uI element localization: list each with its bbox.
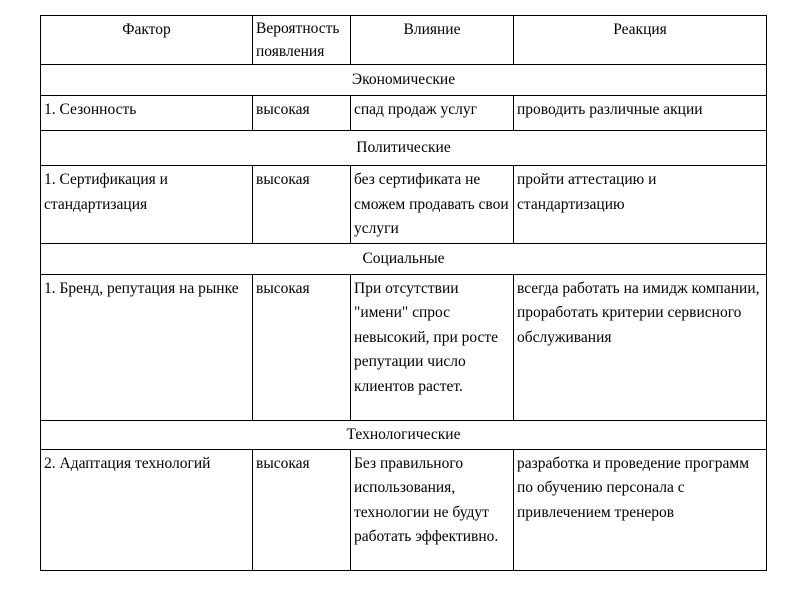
table-row	[41, 274, 767, 420]
cell-factor: 2. Адаптация технологий	[41, 449, 253, 570]
cell-impact: спад продаж услуг	[351, 96, 514, 131]
cell-response: пройти аттестацию и стандартизацию	[514, 166, 767, 244]
section-title: Экономические	[41, 65, 767, 96]
cell-impact: Без правильного использования, технологии не будут работать эффективно.	[351, 449, 514, 570]
section-title: Технологические	[41, 420, 767, 449]
header-impact: Влияние	[351, 16, 514, 65]
cell-impact: без сертификата не сможем продавать свои услуги	[351, 166, 514, 244]
table-row	[41, 449, 767, 570]
table-header-row	[41, 16, 767, 65]
cell-probability: высокая	[253, 449, 351, 570]
section-row-political	[41, 131, 767, 166]
section-row-social	[41, 243, 767, 274]
section-row-technological	[41, 420, 767, 449]
cell-response: проводить различные акции	[514, 96, 767, 131]
section-row-economic	[41, 65, 767, 96]
section-title: Социальные	[41, 243, 767, 274]
table-row	[41, 96, 767, 131]
cell-impact: При отсутствии "имени" спрос невысокий, при росте репутации число клиентов растет.	[351, 274, 514, 420]
cell-factor: 1. Сертификация и стандартизация	[41, 166, 253, 244]
header-factor: Фактор	[41, 16, 253, 65]
cell-response: всегда работать на имидж компании, проработать критерии сервисного обслуживания	[514, 274, 767, 420]
table-row	[41, 166, 767, 244]
header-probability: Вероятность появления	[253, 16, 351, 65]
cell-probability: высокая	[253, 166, 351, 244]
header-response: Реакция	[514, 16, 767, 65]
cell-factor: 1. Сезонность	[41, 96, 253, 131]
cell-factor: 1. Бренд, репутация на рынке	[41, 274, 253, 420]
risk-factors-table	[40, 15, 767, 571]
cell-probability: высокая	[253, 274, 351, 420]
section-title: Политические	[41, 131, 767, 166]
cell-probability: высокая	[253, 96, 351, 131]
cell-response: разработка и проведение программ по обучению персонала с привлечением тренеров	[514, 449, 767, 570]
